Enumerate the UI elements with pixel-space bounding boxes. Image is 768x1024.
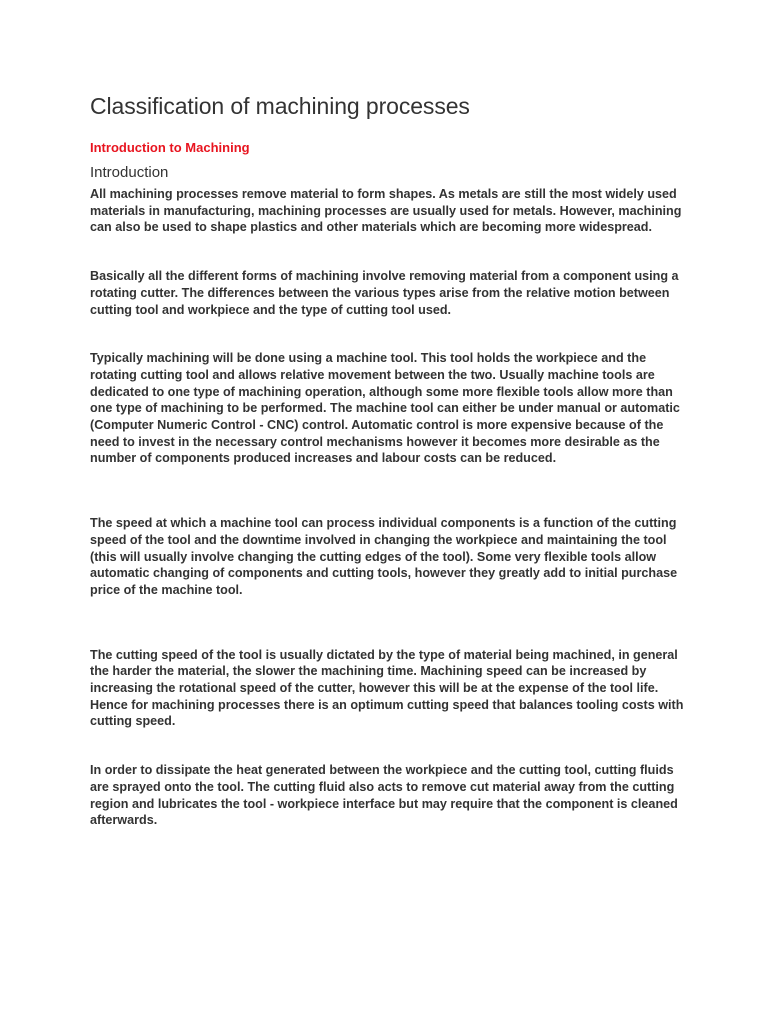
- paragraph: Typically machining will be done using a machine tool. This tool holds the workpiece and the rotating cutting tool and allows relative movement between the two. Usually machine tools are dedicated to one type of machining operation, although some more flexible tools allow more than one type of machining to be performed. The machine tool can either be under manual or automatic (Computer Numeric Control - CNC) control. Automatic control is more expensive because of the need to invest in the necessary control mechanisms however it becomes more desirable as the number of components produced increases and labour costs can be reduced.: [90, 351, 680, 466]
- document-page: [90, 86, 690, 829]
- section-heading: Introduction: [90, 164, 169, 181]
- intro-subtitle: Introduction to Machining: [90, 140, 250, 155]
- paragraph: In order to dissipate the heat generated between the workpiece and the cutting tool, cutting fluids are sprayed onto the tool. The cutting fluid also acts to remove cut material away from the cutting region and lubricates the tool - workpiece interface but may require that the component is cleaned afterwards.: [90, 763, 678, 828]
- paragraph: Basically all the different forms of machining involve removing material from a component using a rotating cutter. The differences between the various types arise from the relative motion between cutting tool and workpiece and the type of cutting tool used.: [90, 269, 679, 317]
- paragraph: The speed at which a machine tool can process individual components is a function of the cutting speed of the tool and the downtime involved in changing the workpiece and maintaining the tool (this will usually involve changing the cutting edges of the tool). Some very flexible tools allow automatic changing of components and cutting tools, however they greatly add to initial purchase price of the machine tool.: [90, 516, 678, 597]
- page-title: Classification of machining processes: [90, 93, 470, 119]
- paragraph: The cutting speed of the tool is usually dictated by the type of material being machined, in general the harder the material, the slower the machining time. Machining speed can be increased by increasing the rotational speed of the cutter, however this will be at the expense of the tool life. Hence for machining processes there is an optimum cutting speed that balances tooling costs with cutting speed.: [90, 647, 684, 729]
- paragraph: All machining processes remove material to form shapes. As metals are still the most widely used materials in manufacturing, machining processes are usually used for metals. However, machining can also be used to shape plastics and other materials which are becoming more widespread.: [90, 187, 682, 235]
